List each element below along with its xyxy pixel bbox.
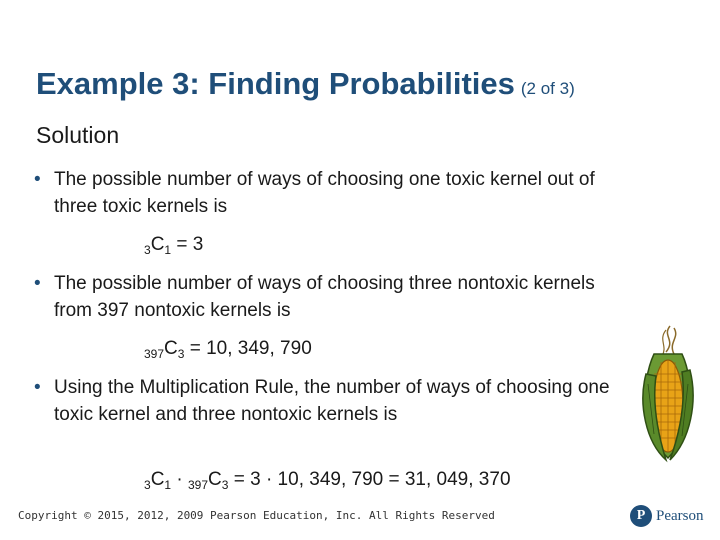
formula-operator: · [171, 469, 188, 490]
formula-subscript: 3 [221, 478, 229, 492]
formula-symbol: C [150, 469, 165, 490]
formula-result: = 3 [171, 234, 204, 255]
corn-cob-icon [632, 324, 704, 464]
bullet-item-3 [34, 374, 614, 428]
formula-toxic-combination [144, 231, 203, 258]
formula-subscript: 397 [144, 347, 165, 361]
formula-nontoxic-combination [144, 335, 312, 362]
formula-subscript: 1 [164, 243, 172, 257]
bullet-text: The possible number of ways of choosing one toxic kernel out of three toxic kernels is [54, 169, 595, 217]
formula-result: = 10, 349, 790 [184, 338, 312, 359]
bullet-text: Using the Multiplication Rule, the number of ways of choosing one toxic kernel and three nontoxic kernels is [54, 377, 610, 425]
bullet-marker: • [34, 169, 41, 190]
formula-symbol: C [164, 338, 178, 359]
bullet-marker: • [34, 273, 41, 294]
bullet-text: The possible number of ways of choosing three nontoxic kernels from 397 nontoxic kernels is [54, 273, 595, 321]
slide-title [36, 64, 716, 109]
bullet-item-2 [34, 270, 614, 324]
formula-subscript: 3 [144, 243, 151, 257]
pearson-brand [630, 505, 704, 527]
formula-subscript: 3 [177, 347, 185, 361]
solution-heading: Solution [36, 122, 120, 148]
bullet-marker: • [34, 377, 41, 398]
formula-symbol: C [208, 469, 222, 490]
formula-multiplication-rule [144, 466, 511, 493]
bullet-item-1 [34, 166, 614, 220]
formula-symbol: C [150, 234, 165, 255]
title-part-indicator: (2 of 3) [520, 79, 575, 98]
formula-result: = 3 · 10, 349, 790 = 31, 049, 370 [228, 469, 511, 490]
title-text: Example 3: Finding Probabilities [36, 66, 515, 101]
formula-subscript: 3 [144, 478, 151, 492]
copyright-notice: Copyright © 2015, 2012, 2009 Pearson Education, Inc. All Rights Reserved [18, 509, 495, 522]
formula-subscript: 397 [188, 478, 209, 492]
pearson-logo-icon: P [630, 505, 652, 527]
pearson-wordmark: Pearson [656, 507, 704, 524]
formula-subscript: 1 [164, 478, 172, 492]
